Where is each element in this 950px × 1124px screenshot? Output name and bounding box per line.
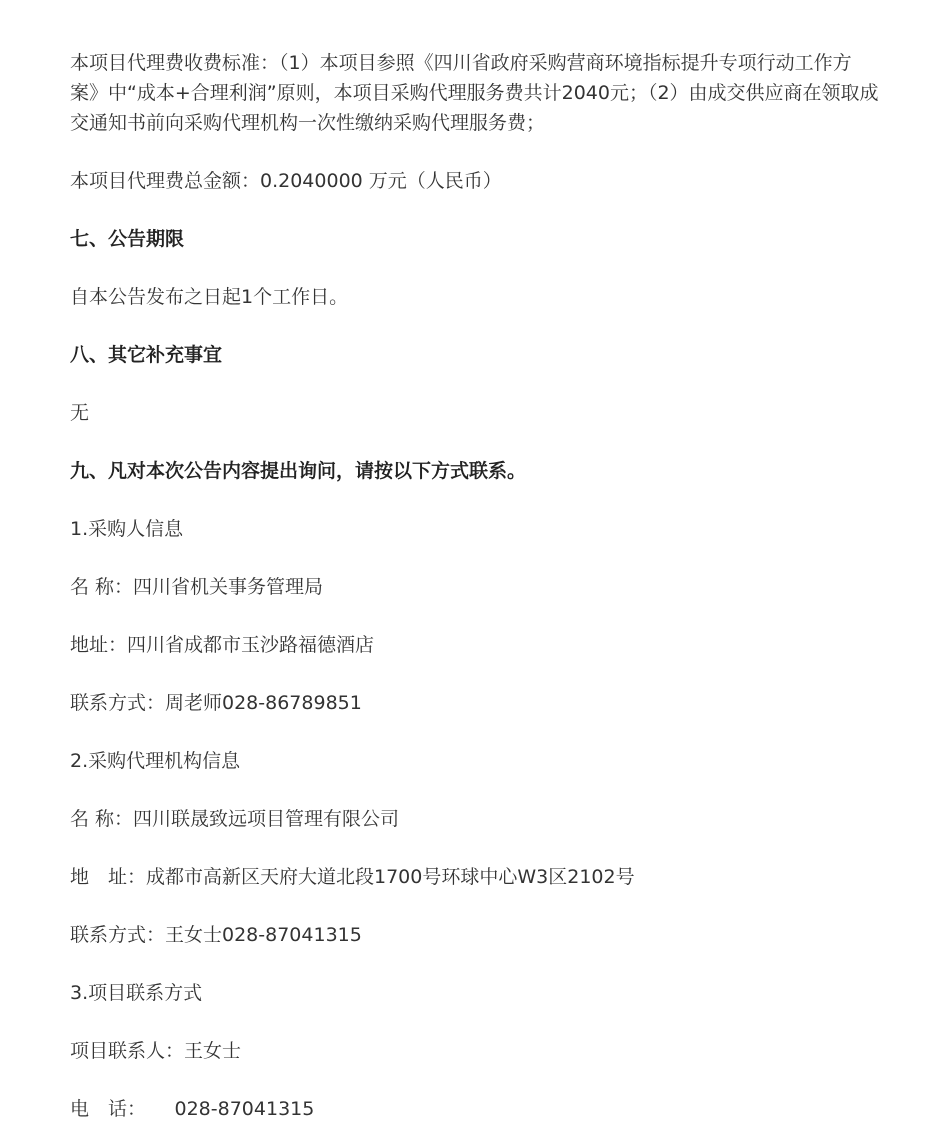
agency-contact: 联系方式：王女士028-87041315 <box>70 924 362 946</box>
agency-fee-standard: 本项目代理费收费标准：（1）本项目参照《四川省政府采购营商环境指标提升专项行动工作方案》中“成本+合理利润”原则，本项目采购代理服务费共计2040元；（2）由成交供应商在领取成交通知书前向采购代理机构一次性缴纳采购代理服务费； <box>70 52 879 134</box>
section-7-text: 自本公告发布之日起1个工作日。 <box>70 286 349 308</box>
project-contact-heading: 3.项目联系方式 <box>70 982 203 1004</box>
agency-name: 名 称：四川联晟致远项目管理有限公司 <box>70 808 400 830</box>
section-7-title: 七、公告期限 <box>70 228 185 250</box>
purchaser-contact: 联系方式：周老师028-86789851 <box>70 692 362 714</box>
agency-address: 地 址：成都市高新区天府大道北段1700号环球中心W3区2102号 <box>70 866 635 888</box>
section-8-text: 无 <box>70 402 90 424</box>
announcement-body <box>70 48 880 1124</box>
agency-fee-total: 本项目代理费总金额：0.2040000 万元（人民币） <box>70 170 502 192</box>
purchaser-name: 名 称：四川省机关事务管理局 <box>70 576 324 598</box>
purchaser-heading: 1.采购人信息 <box>70 518 184 540</box>
project-contact-person: 项目联系人：王女士 <box>70 1040 242 1062</box>
section-9-title: 九、凡对本次公告内容提出询问，请按以下方式联系。 <box>70 460 527 482</box>
section-8-title: 八、其它补充事宜 <box>70 344 223 366</box>
project-contact-phone: 电 话： 028-87041315 <box>70 1098 315 1120</box>
purchaser-address: 地址：四川省成都市玉沙路福德酒店 <box>70 634 375 656</box>
agency-heading: 2.采购代理机构信息 <box>70 750 241 772</box>
